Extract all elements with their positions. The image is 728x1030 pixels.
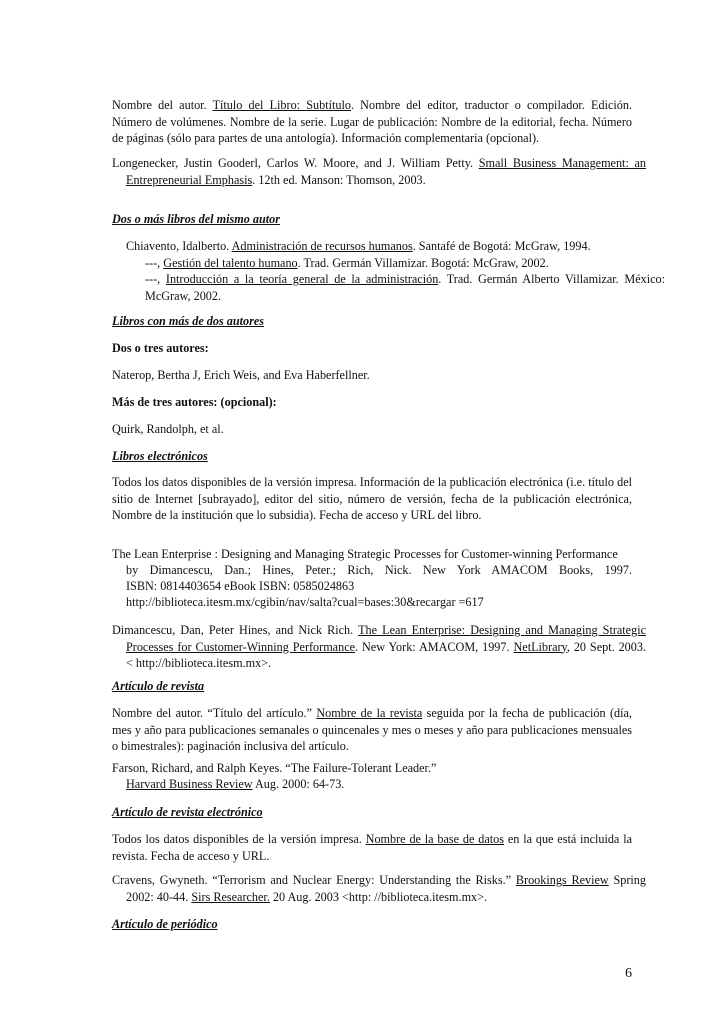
- cravens-journal: Brookings Review: [515, 873, 609, 887]
- cravens-database: Sirs Researcher.: [191, 889, 270, 904]
- heading-more-three-authors: Más de tres autores: (opcional):: [112, 395, 277, 409]
- farson-journal: Harvard Business Review: [126, 777, 253, 791]
- journal-name: Nombre de la revista: [316, 706, 423, 720]
- heading-ebooks: Libros electrónicos: [112, 449, 208, 463]
- lean-enterprise-1-url: http://biblioteca.itesm.mx/cgibin/nav/salta?cual=bases:30&recargar =617: [126, 595, 484, 609]
- longenecker-title: Small Business Management: an Entrepreneurial Emphasis: [126, 156, 646, 187]
- lean-enterprise-1-isbn: ISBN: 0814403654 eBook ISBN: 0585024863: [126, 579, 355, 593]
- heading-newspaper-article: Artículo de periódico: [112, 917, 218, 931]
- chiavenato-title-3: Introducción a la teoría general de la administración: [165, 272, 439, 286]
- heading-multiple-authors: Libros con más de dos autores: [112, 314, 265, 328]
- example-lean-enterprise-2: Dimancescu, Dan, Peter Hines, and Nick Rich. The Lean Enterprise: Designing and Managing Strategic Processes for Customer-Winning Performance. New York: AMACOM, 1997. NetLibrary, 20 Sept. 2003. < http://biblioteca.itesm.mx>.: [112, 623, 646, 670]
- chiavenato-title-1: Administración de recursos humanos: [231, 239, 413, 253]
- format-author: Nombre del autor.: [112, 98, 213, 112]
- ebooks-description: Todos los datos disponibles de la versión impresa. Información de la publicación electrónica (i.e. título del sitio de Internet [subrayado], editor del sitio, número de versión, fecha de la publicación electrónica, Nombre de la institución que lo subsidia). Fecha de acceso y URL del libro.: [112, 475, 632, 522]
- heading-same-author: Dos o más libros del mismo autor: [112, 212, 280, 226]
- example-cravens: Cravens, Gwyneth. “Terrorism and Nuclear Energy: Understanding the Risks.” Brookings Review Spring 2002: 40-44. Sirs Researcher. 20 Aug. 2003 <http: //biblioteca.itesm.mx>.: [112, 873, 646, 904]
- netlibrary-name: NetLibrary: [513, 639, 567, 654]
- heading-two-three-authors: Dos o tres autores:: [112, 341, 209, 355]
- chiavenato-entries: Chiavento, Idalberto. Administración de recursos humanos. Santafé de Bogotá: McGraw, 1994. ---, Gestión del talento humano. Trad. Germán Villamizar. Bogotá: McGraw, 2002. ---, Introducción a la teoría general de la administración. Trad. Germán Alberto Villamizar. México: McGraw, 2002.: [126, 239, 665, 303]
- database-name: Nombre de la base de datos: [365, 832, 505, 846]
- electronic-journal-description: Todos los datos disponibles de la versión impresa. Nombre de la base de datos en la que está incluida la revista. Fecha de acceso y URL.: [112, 832, 632, 863]
- heading-journal-article: Artículo de revista: [112, 679, 205, 693]
- example-naterop: Naterop, Bertha J, Erich Weis, and Eva Haberfellner.: [112, 368, 370, 382]
- format-title: Título del Libro: Subtítulo: [212, 98, 351, 112]
- format-rest: . Nombre del editor, traductor o compilador. Edición. Número de volúmenes. Nombre de la serie. Lugar de publicación: Nombre de la editorial, fecha. Número de páginas (sólo para partes de una antología). Información complementaria (opcional).: [112, 98, 632, 145]
- book-format-description: [112, 97, 632, 147]
- example-farson: Farson, Richard, and Ralph Keyes. “The Failure-Tolerant Leader.”: [112, 761, 437, 775]
- heading-electronic-journal: Artículo de revista electrónico: [112, 805, 263, 819]
- journal-description: Nombre del autor. “Título del artículo.” Nombre de la revista seguida por la fecha de publicación (día, mes y año para publicaciones semanales o quincenales y mes o meses y año para publicaciones mensuales o bimestrales): paginación inclusiva del artículo.: [112, 706, 632, 753]
- example-quirk: Quirk, Randolph, et al.: [112, 422, 224, 436]
- lean-enterprise-1-authors: by Dimancescu, Dan.; Hines, Peter.; Rich, Nick. New York AMACOM Books, 1997.: [126, 563, 632, 577]
- lean-enterprise-title: The Lean Enterprise: Designing and Managing Strategic Processes for Customer-Winning Performance: [126, 623, 646, 654]
- example-lean-enterprise-1: The Lean Enterprise : Designing and Managing Strategic Processes for Customer-winning Performance: [112, 547, 618, 561]
- chiavenato-title-2: Gestión del talento humano: [163, 255, 298, 270]
- page-number: 6: [625, 966, 632, 981]
- farson-source: Harvard Business Review Aug. 2000: 64-73.: [126, 777, 345, 791]
- example-longenecker: Longenecker, Justin Gooderl, Carlos W. Moore, and J. William Petty. Small Business Management: an Entrepreneurial Emphasis. 12th ed. Manson: Thomson, 2003.: [112, 156, 646, 187]
